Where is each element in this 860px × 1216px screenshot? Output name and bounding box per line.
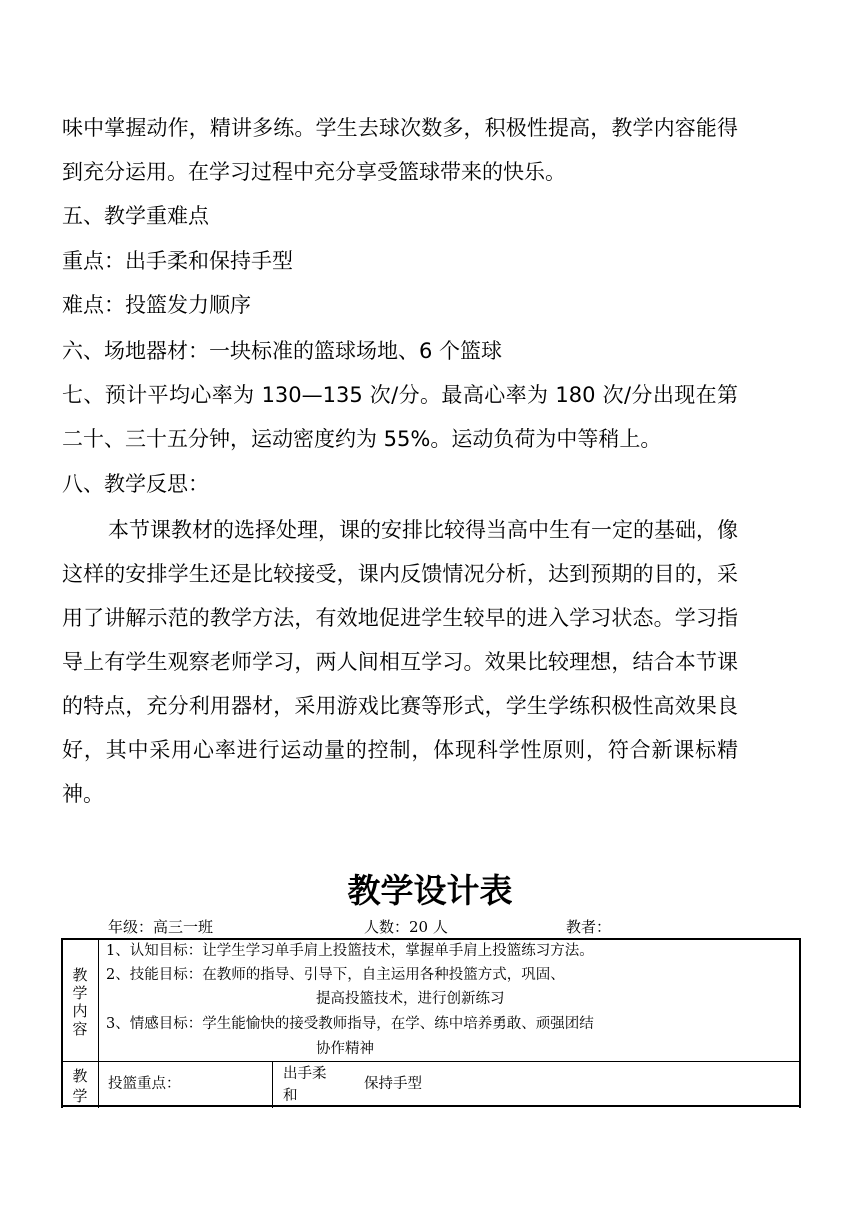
key-point-text: 重点：出手柔和保持手型 [62, 249, 293, 273]
difficulty-text: 难点：投篮发力顺序 [62, 293, 251, 317]
student-count-label: 人数：20 人 [364, 918, 448, 936]
label-column-divider [98, 938, 99, 1108]
affective-goal-continuation: 协作精神 [316, 1041, 374, 1057]
skill-goal: 2、技能目标：在教师的指导、引导下，自主运用各种投篮方式，巩固、 [106, 967, 565, 983]
heading-section-6: 六、场地器材：一块标准的篮球场地、6 个篮球 [62, 339, 503, 363]
affective-goal: 3、情感目标：学生能愉快的接受教师指导，在学、练中培养勇敢、顽强团结 [106, 1016, 594, 1032]
row-divider [61, 1061, 801, 1062]
heading-section-5: 五、教学重难点 [62, 204, 209, 228]
table-border-bottom [61, 1105, 801, 1107]
grade-label: 年级：高三一班 [108, 918, 214, 936]
teacher-label: 教者： [566, 918, 612, 936]
heading-section-7: 七、预计平均心率为 130—135 次/分。最高心率为 180 次/分出现在第二十、三十五分钟，运动密度约为 55%。运动负荷为中等稍上。 [62, 383, 738, 451]
reflection-paragraph: 本节课教材的选择处理，课的安排比较得当高中生有一定的基础，像这样的安排学生还是比较接受，课内反馈情况分析，达到预期的目的，采用了讲解示范的教学方法，有效地促进学生较早的进入学习状态。学习指导上有学生观察老师学习，两人间相互学习。效果比较理想，结合本节课的特点，充分利用器材，采用游戏比赛等形式，学生学练积极性高效果良好，其中采用心率进行运动量的控制，体现科学性原则，符合新课标精神。 [62, 518, 738, 806]
cognitive-goal: 1、认知目标：让学生学习单手肩上投篮技术，掌握单手肩上投篮练习方法。 [106, 943, 594, 959]
table-border-right [799, 938, 801, 1108]
key-point-detail: 保持手型 [364, 1076, 422, 1092]
table-title: 教学设计表 [347, 871, 513, 910]
heading-section-8: 八、教学反思： [62, 472, 209, 496]
row-label-teaching-content: 教学内容 [72, 966, 88, 1038]
paragraph-continuation: 味中掌握动作，精讲多练。学生去球次数多，积极性提高，教学内容能得到充分运用。在学习过程中充分享受篮球带来的快乐。 [62, 116, 738, 184]
key-point-label: 投篮重点： [108, 1076, 181, 1092]
skill-goal-continuation: 提高投篮技术，进行创新练习 [316, 991, 505, 1007]
table-border-left [61, 938, 63, 1108]
key-point-line1: 出手柔 [283, 1066, 327, 1082]
key-point-line2: 和 [283, 1088, 298, 1104]
row-label-teaching: 教学 [72, 1067, 88, 1105]
key-column-divider [272, 1061, 273, 1108]
